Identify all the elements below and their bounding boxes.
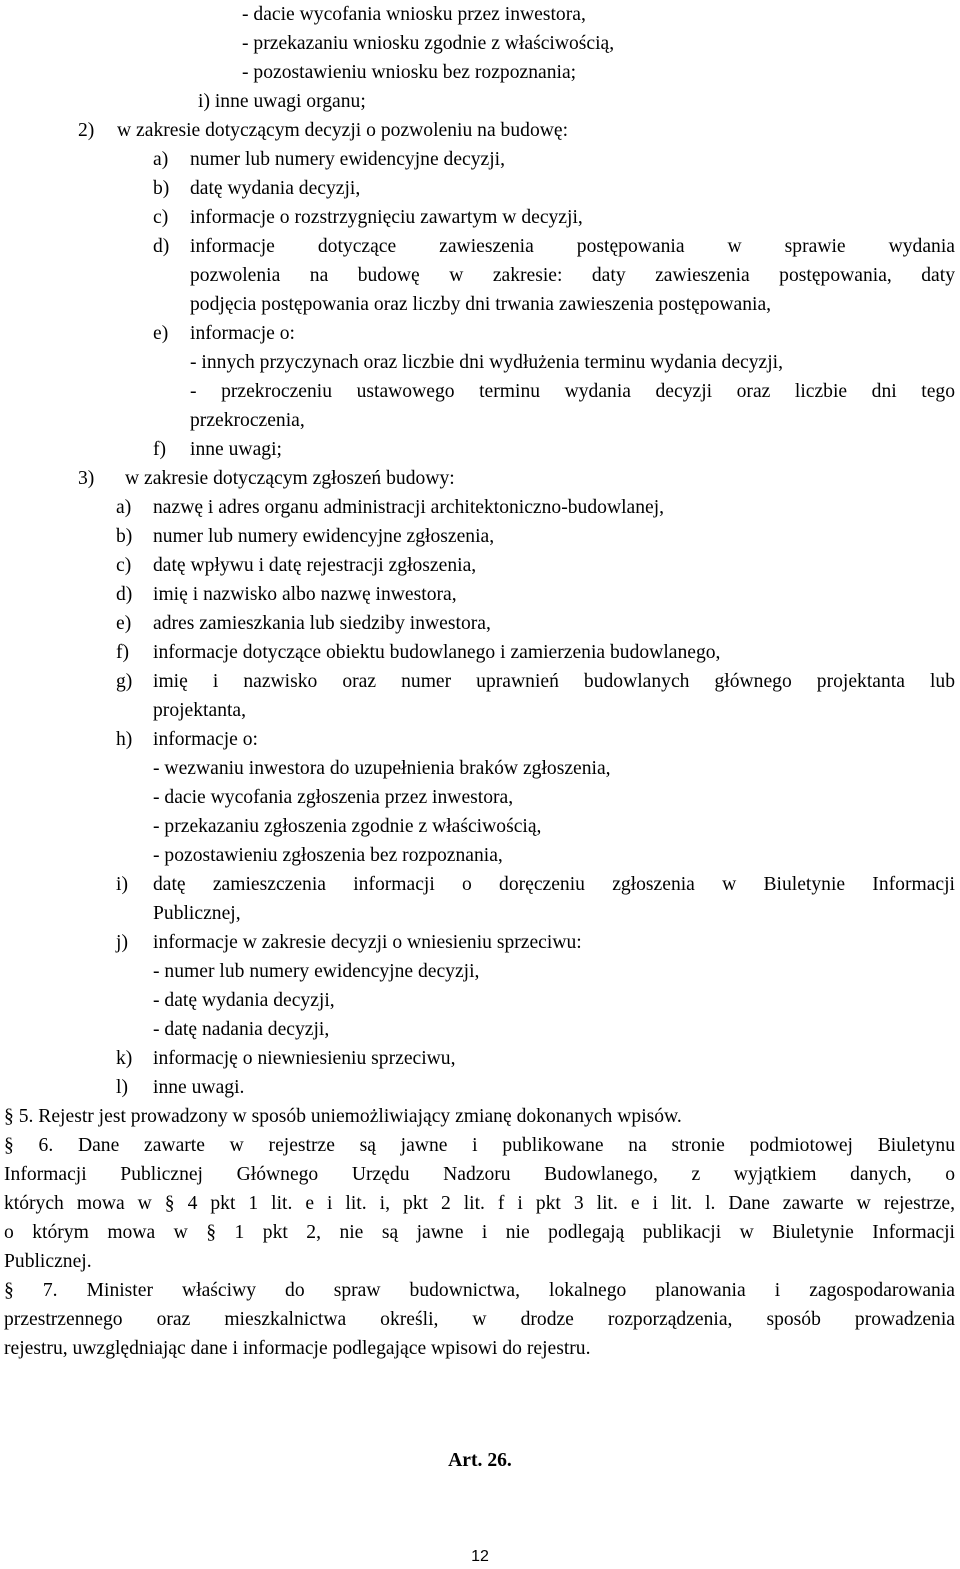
text-line: informacje dotyczące obiektu budowlanego i zamierzenia budowlanego, xyxy=(153,642,721,663)
text-line: - numer lub numery ewidencyjne decyzji, xyxy=(153,961,480,982)
text-line: w zakresie dotyczącym zgłoszeń budowy: xyxy=(125,468,455,489)
text-line: - przekazaniu wniosku zgodnie z właściwością, xyxy=(242,33,615,54)
text-line: numer lub numery ewidencyjne decyzji, xyxy=(190,149,506,170)
text-line: imię i nazwisko oraz numer uprawnień budowlanych głównego projektanta lub xyxy=(153,671,955,692)
list-marker: k) xyxy=(116,1048,133,1069)
text-line: w zakresie dotyczącym decyzji o pozwoleniu na budowę: xyxy=(117,120,569,141)
list-marker: 2) xyxy=(78,120,95,141)
paragraph-line: przestrzennego oraz mieszkalnictwa określi, w drodze rozporządzenia, sposób prowadzenia xyxy=(4,1309,955,1330)
text-line: projektanta, xyxy=(153,700,247,721)
list-marker: c) xyxy=(153,207,169,228)
paragraph-line: Publicznej. xyxy=(4,1251,92,1272)
list-marker: a) xyxy=(116,497,132,518)
list-marker: a) xyxy=(153,149,169,170)
list-marker: d) xyxy=(153,236,170,257)
text-line: nazwę i adres organu administracji architektoniczno-budowlanej, xyxy=(153,497,665,518)
text-line: - datę nadania decyzji, xyxy=(153,1019,330,1040)
list-marker: c) xyxy=(116,555,132,576)
list-marker: 3) xyxy=(78,468,95,489)
paragraph-line: których mowa w § 4 pkt 1 lit. e i lit. i, pkt 2 lit. f i pkt 3 lit. e i lit. l. Dane zawarte w rejestrze, xyxy=(4,1193,955,1214)
page-number: 12 xyxy=(471,1548,489,1565)
text-line: numer lub numery ewidencyjne zgłoszenia, xyxy=(153,526,495,547)
text-line: przekroczenia, xyxy=(190,410,305,431)
text-line: Publicznej, xyxy=(153,903,241,924)
text-line: - datę wydania decyzji, xyxy=(153,990,335,1011)
text-line: informacje o rozstrzygnięciu zawartym w decyzji, xyxy=(190,207,583,228)
list-marker: h) xyxy=(116,729,133,750)
text-line: podjęcia postępowania oraz liczby dni trwania zawieszenia postępowania, xyxy=(190,294,772,315)
list-marker: b) xyxy=(116,526,133,547)
list-marker: e) xyxy=(153,323,169,344)
text-line: - dacie wycofania wniosku przez inwestora, xyxy=(242,4,586,25)
text-line: - przekroczeniu ustawowego terminu wydania decyzji oraz liczbie dni tego xyxy=(190,381,955,402)
paragraph-line: Informacji Publicznej Głównego Urzędu Nadzoru Budowlanego, z wyjątkiem danych, o xyxy=(4,1164,955,1185)
paragraph-line: rejestru, uwzględniając dane i informacje podlegające wpisowi do rejestru. xyxy=(4,1338,591,1359)
text-line: - przekazaniu zgłoszenia zgodnie z właściwością, xyxy=(153,816,542,837)
list-marker: f) xyxy=(153,439,167,460)
text-line: informacje o: xyxy=(190,323,296,344)
text-line: informacje o: xyxy=(153,729,259,750)
text-line: - innych przyczynach oraz liczbie dni wydłużenia terminu wydania decyzji, xyxy=(190,352,784,373)
list-marker: d) xyxy=(116,584,133,605)
list-marker: f) xyxy=(116,642,130,663)
text-line: datę zamieszczenia informacji o doręczeniu zgłoszenia w Biuletynie Informacji xyxy=(153,874,955,895)
paragraph-line: § 6. Dane zawarte w rejestrze są jawne i publikowane na stronie podmiotowej Biuletynu xyxy=(4,1135,955,1156)
text-line: i) inne uwagi organu; xyxy=(198,91,366,112)
paragraph-line: § 7. Minister właściwy do spraw budownictwa, lokalnego planowania i zagospodarowania xyxy=(4,1280,955,1301)
list-marker: l) xyxy=(116,1077,128,1098)
list-marker: e) xyxy=(116,613,132,634)
list-marker: j) xyxy=(116,932,128,953)
text-line: datę wydania decyzji, xyxy=(190,178,361,199)
paragraph-line: o którym mowa w § 1 pkt 2, nie są jawne i nie podlegają publikacji w Biuletynie Informacji xyxy=(4,1222,955,1243)
text-line: inne uwagi; xyxy=(190,439,282,460)
text-line: informacje dotyczące zawieszenia postępowania w sprawie wydania xyxy=(190,236,955,257)
text-line: informację o niewniesieniu sprzeciwu, xyxy=(153,1048,456,1069)
list-marker: g) xyxy=(116,671,133,692)
text-line: adres zamieszkania lub siedziby inwestora, xyxy=(153,613,491,634)
text-line: informacje w zakresie decyzji o wniesieniu sprzeciwu: xyxy=(153,932,582,953)
text-line: - dacie wycofania zgłoszenia przez inwestora, xyxy=(153,787,514,808)
text-line: - wezwaniu inwestora do uzupełnienia braków zgłoszenia, xyxy=(153,758,611,779)
text-line: inne uwagi. xyxy=(153,1077,245,1098)
text-line: - pozostawieniu zgłoszenia bez rozpoznania, xyxy=(153,845,503,866)
text-line: imię i nazwisko albo nazwę inwestora, xyxy=(153,584,457,605)
list-marker: b) xyxy=(153,178,170,199)
list-marker: i) xyxy=(116,874,128,895)
paragraph-line: § 5. Rejestr jest prowadzony w sposób uniemożliwiający zmianę dokonanych wpisów. xyxy=(4,1106,682,1127)
text-line: pozwolenia na budowę w zakresie: daty zawieszenia postępowania, daty xyxy=(190,265,955,286)
text-line: datę wpływu i datę rejestracji zgłoszenia, xyxy=(153,555,477,576)
article-heading: Art. 26. xyxy=(448,1450,512,1471)
text-line: - pozostawieniu wniosku bez rozpoznania; xyxy=(242,62,577,83)
